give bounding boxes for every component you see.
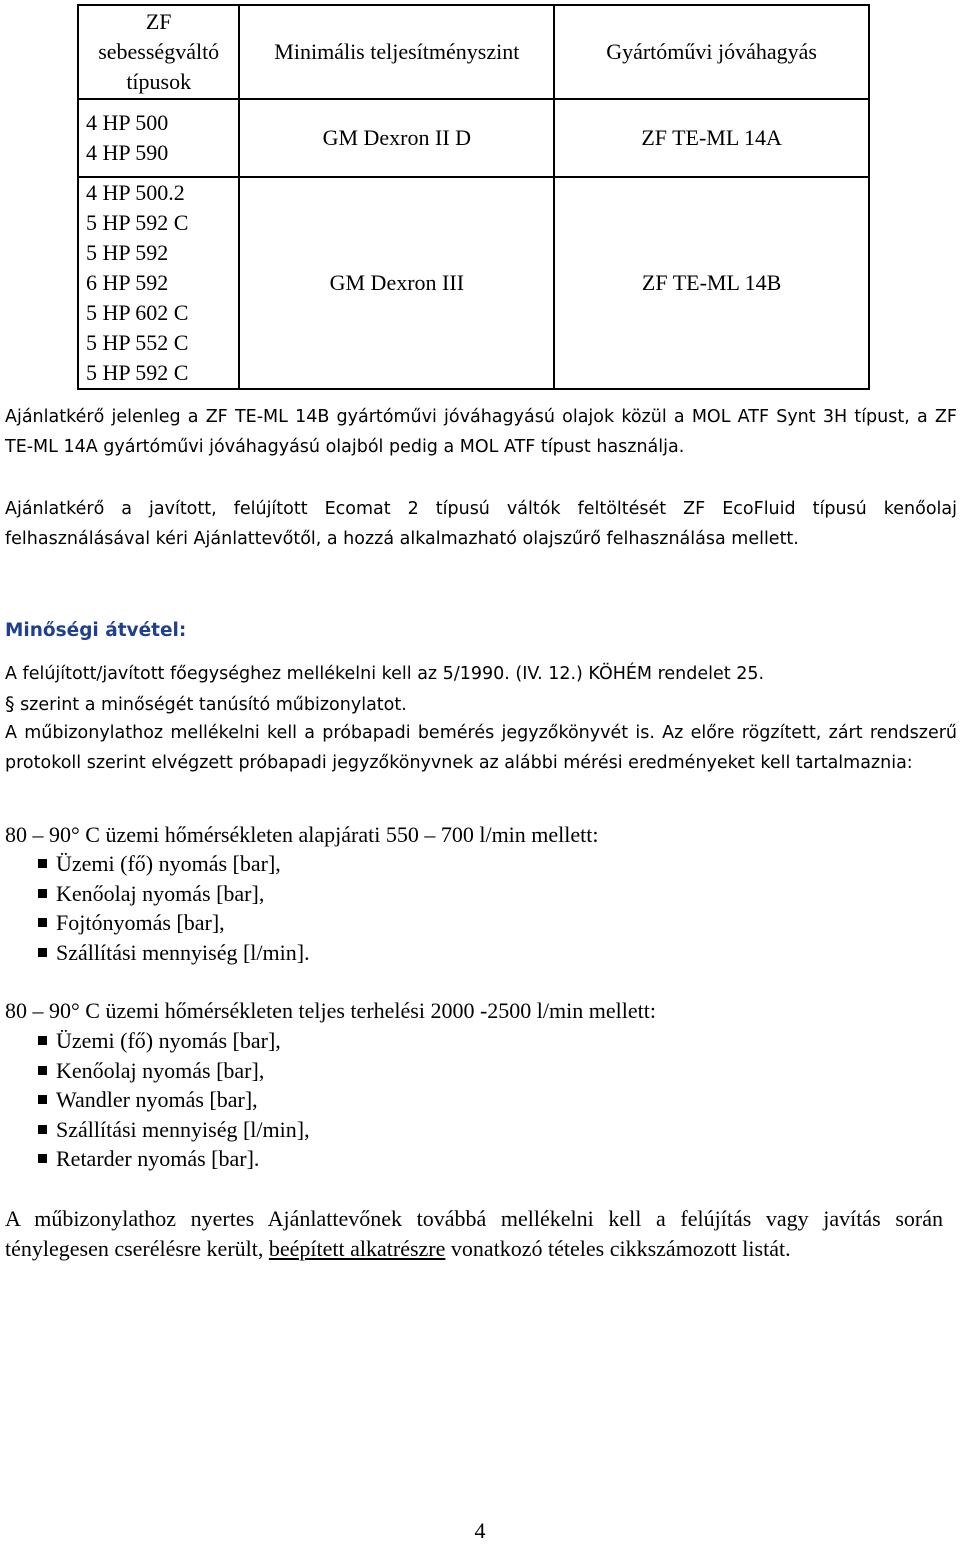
cell-approval: ZF TE-ML 14A [554, 99, 869, 177]
quality-line-2: szerint a minőségét tanúsító műbizonylatot. [14, 694, 407, 715]
cell-models: 4 HP 500 4 HP 590 [78, 99, 239, 177]
list-item: Fojtónyomás [bar], [38, 908, 310, 938]
quality-line-1: A felújított/javított főegységhez mellékelni kell az 5/1990. (IV. 12.) KÖHÉM rendelet 25. [5, 664, 765, 684]
square-bullet-icon [38, 1095, 47, 1104]
table-row [78, 177, 869, 389]
underlined-parts: beépített alkatrészre [268, 1235, 446, 1261]
page-number: 4 [474, 1518, 486, 1543]
square-bullet-icon [38, 918, 47, 927]
table-header-row [78, 5, 869, 99]
quality-heading: Minőségi átvétel: [5, 620, 187, 641]
paragraph-parts-list: A műbizonylathoz nyertes Ajánlattevőnek továbbá mellékelni kell a felújítás vagy javítás során ténylegesen cserélésre került, beépített alkatrészre vonatkozó tételes cikkszámozott listát. [5, 1206, 943, 1261]
paragraph-ecomat: Ajánlatkérő a javított, felújított Ecomat 2 típusú váltók feltöltését ZF EcoFluid típusú kenőolaj felhasználásával kéri Ajánlattevőtől, a hozzá alkalmazható olajszűrő felhasználása mellett. [5, 499, 957, 549]
list-item: Retarder nyomás [bar]. [38, 1144, 310, 1174]
idle-measurement-list [38, 849, 310, 967]
cell-min-level: GM Dexron III [239, 177, 554, 389]
list-item: Szállítási mennyiség [l/min], [38, 1115, 310, 1145]
cell-models: 4 HP 500.2 5 HP 592 C 5 HP 592 6 HP 592 5 HP 602 C 5 HP 552 C 5 HP 592 C [78, 177, 239, 389]
list-item: Szállítási mennyiség [l/min]. [38, 938, 310, 968]
load-measurement-intro: 80 – 90° C üzemi hőmérsékleten teljes terhelési 2000 -2500 l/min mellett: [5, 998, 656, 1023]
list-item: Üzemi (fő) nyomás [bar], [38, 849, 310, 879]
table-row [78, 99, 869, 177]
paragraph-oils: Ajánlatkérő jelenleg a ZF TE-ML 14B gyártóművi jóváhagyású olajok közül a MOL ATF Synt 3H típust, a ZF TE-ML 14A gyártóművi jóváhagyású olajból pedig a MOL ATF típust használja. [5, 407, 957, 457]
cell-min-level: GM Dexron II D [239, 99, 554, 177]
square-bullet-icon [38, 948, 47, 957]
list-item: Kenőolaj nyomás [bar], [38, 879, 310, 909]
square-bullet-icon [38, 859, 47, 868]
square-bullet-icon [38, 1125, 47, 1134]
list-item: Üzemi (fő) nyomás [bar], [38, 1026, 310, 1056]
list-item: Kenőolaj nyomás [bar], [38, 1056, 310, 1086]
load-measurement-list [38, 1026, 310, 1174]
header-min-level: Minimális teljesítményszint [239, 5, 554, 99]
square-bullet-icon [38, 1036, 47, 1045]
oil-specification-table [77, 4, 870, 390]
header-approval: Gyártóművi jóváhagyás [554, 5, 869, 99]
square-bullet-icon [38, 1154, 47, 1163]
cell-approval: ZF TE-ML 14B [554, 177, 869, 389]
list-item: Wandler nyomás [bar], [38, 1085, 310, 1115]
quality-regulation [5, 660, 957, 720]
square-bullet-icon [38, 889, 47, 898]
square-bullet-icon [38, 1066, 47, 1075]
paragraph-protocol: A műbizonylathoz mellékelni kell a próbapadi bemérés jegyzőkönyvét is. Az előre rögzített, zárt rendszerű protokoll szerint elvégzett próbapadi jegyzőkönyvnek az alábbi mérési eredményeket kell tartalmaznia: [5, 723, 957, 773]
idle-measurement-intro: 80 – 90° C üzemi hőmérsékleten alapjárati 550 – 700 l/min mellett: [5, 822, 599, 847]
section-sign: § [5, 692, 15, 715]
header-gearbox-types: ZF sebességváltó típusok [78, 5, 239, 99]
